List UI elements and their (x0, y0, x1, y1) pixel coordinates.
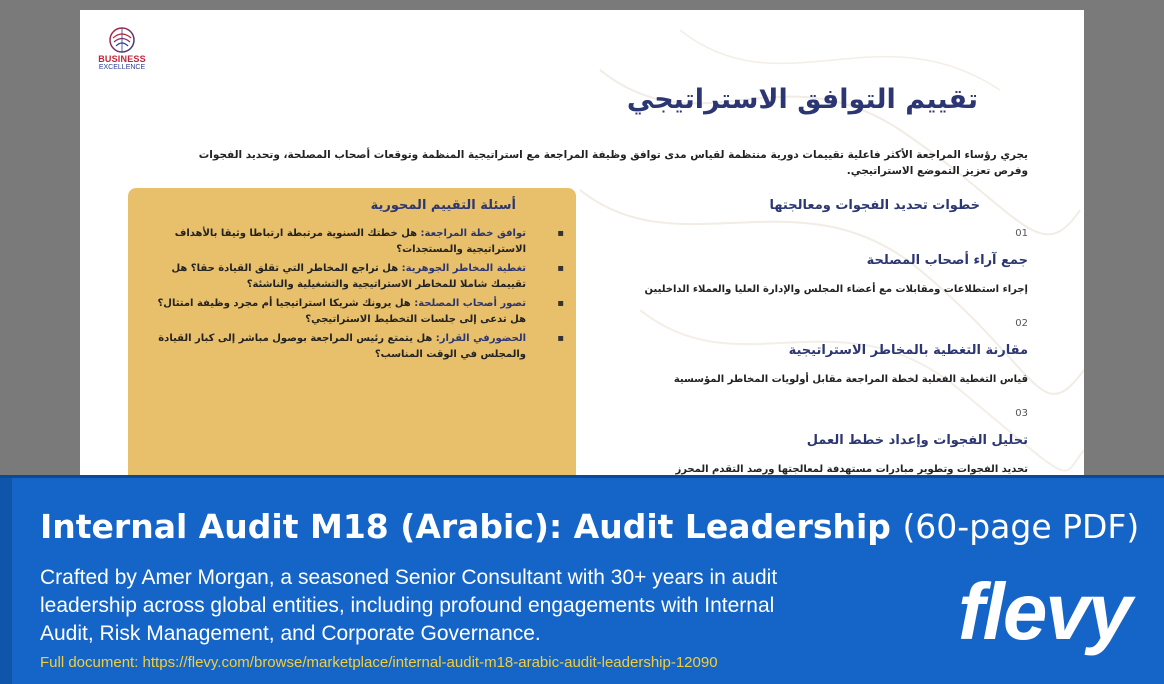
bullet-icon: ▪ (557, 298, 564, 309)
step-number-3: 03 (1015, 408, 1028, 419)
question-head: تغطية المخاطر الجوهرية: (401, 263, 526, 274)
step-title-3: تحليل الفجوات وإعداد خطط العمل (806, 433, 1028, 448)
business-excellence-logo (92, 26, 152, 76)
logo-text-excellence: EXCELLENCE (98, 64, 146, 71)
question-text: هل تراجع المخاطر التي تقلق القيادة حقا؟ هل تقييمك شاملا للمخاطر الاستراتيجية والتشغيلية والناشئة؟ (171, 263, 526, 290)
step-desc-3: تحديد الفجوات وتطوير مبادرات مستهدفة لمعالجتها ورصد التقدم المحرز (675, 464, 1028, 475)
logo-text-business: BUSINESS (98, 54, 146, 64)
questions-list (154, 226, 564, 366)
fingerprint-globe-icon (108, 26, 136, 54)
banner-description: Crafted by Amer Morgan, a seasoned Senior Consultant with 30+ years in audit leadership across global entities, including profound engagements with Internal Audit, Risk Management, and Corporate Governance. (40, 566, 778, 645)
question-head: الحضورفي القرار: (435, 333, 526, 344)
questions-box (128, 188, 576, 480)
question-text: هل يرونك شريكا استراتيجيا أم مجرد وظيفة امتثال؟ هل تدعى إلى جلسات التخطيط الاستراتيجي؟ (157, 298, 526, 325)
banner-left-edge (0, 478, 12, 684)
banner-link-prefix: Full document: (40, 654, 143, 671)
question-item (154, 331, 564, 363)
questions-box-title: أسئلة التقييم المحورية (370, 198, 516, 213)
banner-title-main: Internal Audit M18 (Arabic): Audit Leadership (40, 507, 891, 546)
question-text: هل يتمتع رئيس المراجعة بوصول مباشر إلى كبار القيادة والمجلس في الوقت المناسب؟ (158, 333, 526, 360)
slide-title: تقييم التوافق الاستراتيجي (626, 84, 978, 115)
bullet-icon: ▪ (557, 333, 564, 344)
step-number-1: 01 (1015, 228, 1028, 239)
step-desc-2: قياس التغطية الفعلية لخطة المراجعة مقابل أولويات المخاطر المؤسسية (673, 374, 1028, 385)
question-item (154, 226, 564, 258)
question-head: توافق خطة المراجعة: (420, 228, 526, 239)
question-head: تصور أصحاب المصلحة: (414, 298, 526, 309)
slide-page (80, 10, 1084, 480)
intro-paragraph: يجري رؤساء المراجعة الأكثر فاعلية تقييمات دورية منتظمة لقياس مدى توافق وظيفة المراجعة مع استراتيجية المنظمة وتوقعات أصحاب المصلحة، وتحديد الفجوات وفرص تعزيز التموضع الاستراتيجي. (198, 149, 1028, 177)
banner-title (40, 507, 1140, 546)
flevy-logo[interactable]: flevy (958, 567, 1131, 656)
banner-link-line (40, 654, 940, 671)
step-desc-1: إجراء استطلاعات ومقابلات مع أعضاء المجلس والإدارة العليا والعملاء الداخليين (644, 284, 1028, 295)
document-link[interactable]: https://flevy.com/browse/marketplace/internal-audit-m18-arabic-audit-leadership-12090 (142, 654, 718, 671)
step-number-2: 02 (1015, 318, 1028, 329)
bullet-icon: ▪ (557, 263, 564, 274)
bullet-icon: ▪ (557, 228, 564, 239)
promo-banner (0, 475, 1164, 684)
step-title-2: مقارنة التغطية بالمخاطر الاستراتيجية (788, 343, 1028, 358)
question-item (154, 296, 564, 328)
banner-title-suffix: (60-page PDF) (902, 507, 1140, 546)
steps-title: خطوات تحديد الفجوات ومعالجتها (769, 198, 980, 213)
question-text: هل خطتك السنوية مرتبطة ارتباطا وثيقا بالأهداف الاستراتيجية والمستجدات؟ (174, 228, 526, 255)
question-item (154, 261, 564, 293)
step-title-1: جمع آراء أصحاب المصلحة (866, 253, 1028, 268)
